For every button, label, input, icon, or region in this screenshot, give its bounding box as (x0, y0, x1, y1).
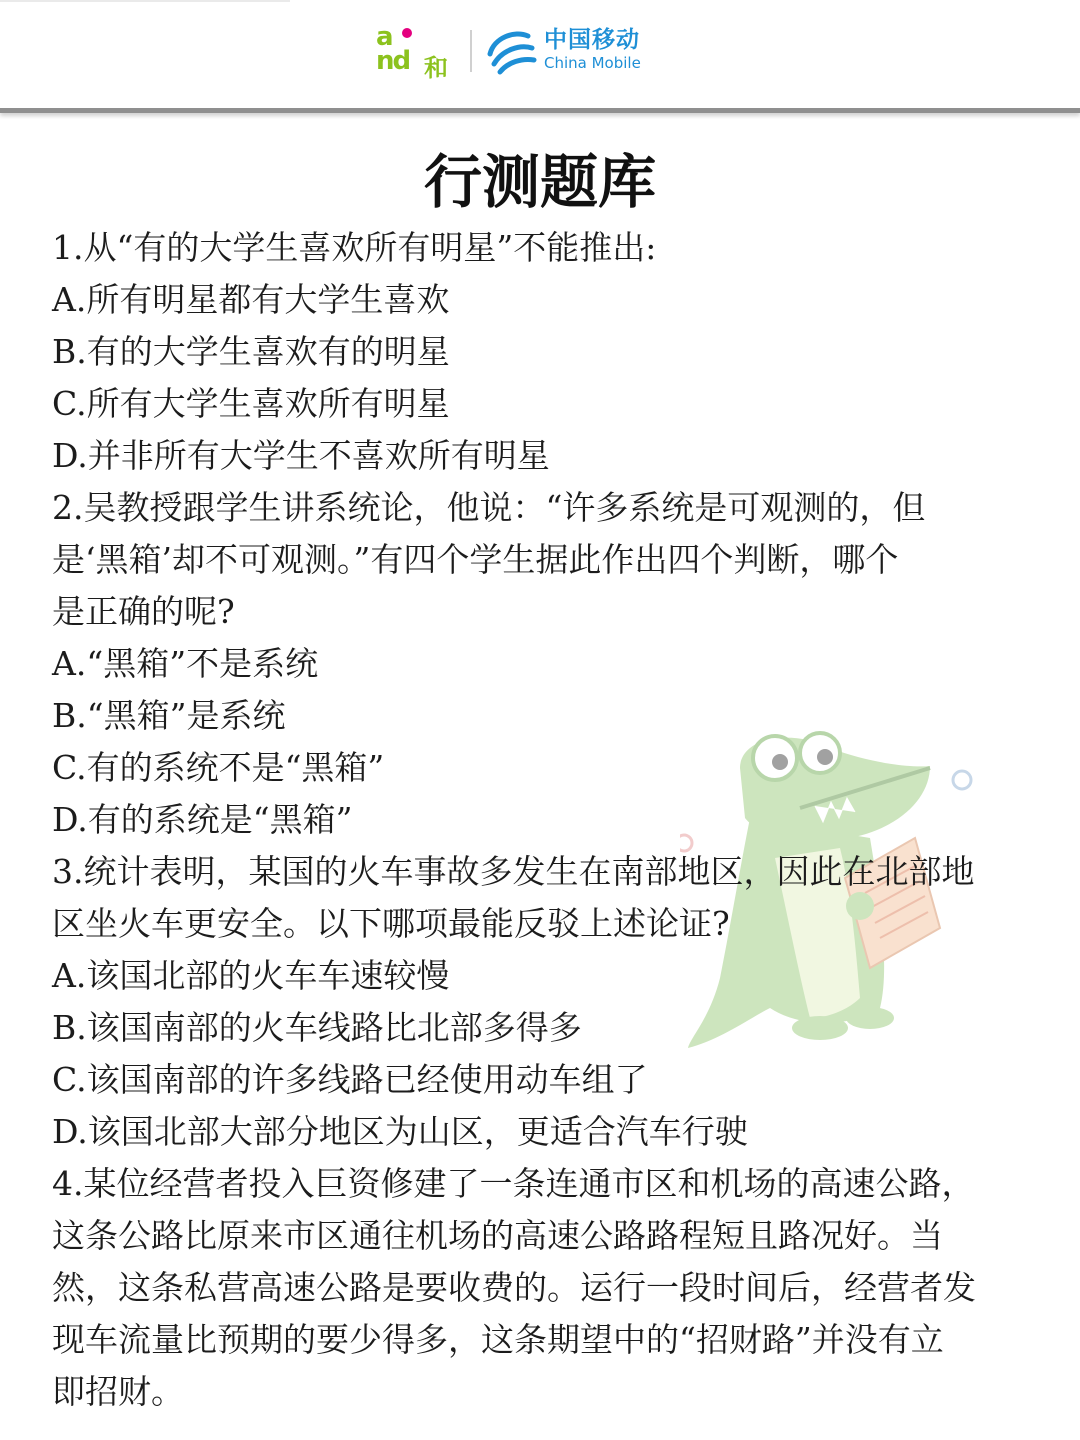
text-line: B.该国南部的火车线路比北部多得多 (52, 1008, 582, 1047)
text-line: 3.统计表明，某国的火车事故多发生在南部地区，因此在北部地 (52, 852, 975, 891)
text-line: C.有的系统不是“黑箱” (52, 748, 385, 787)
text-line: B.有的大学生喜欢有的明星 (52, 332, 450, 371)
question-content (52, 222, 1042, 1418)
text-line: 这条公路比原来市区通往机场的高速公路路程短且路况好。当 (52, 1216, 943, 1255)
text-line: 2.吴教授跟学生讲系统论，他说：“许多系统是可观测的，但 (52, 488, 926, 527)
brand-cn: 中国移动 (544, 27, 640, 53)
text-line: 4.某位经营者投入巨资修建了一条连通市区和机场的高速公路， (52, 1164, 975, 1203)
logo-divider (470, 30, 472, 72)
text-line: 然，这条私营高速公路是要收费的。运行一段时间后，经营者发 (52, 1268, 976, 1307)
text-line: A.“黑箱”不是系统 (52, 644, 319, 683)
text-line: A.该国北部的火车车速较慢 (52, 956, 450, 995)
text-line: C.所有大学生喜欢所有明星 (52, 384, 450, 423)
and-logo: a nd 和 (376, 22, 448, 82)
text-line: B.“黑箱”是系统 (52, 696, 286, 735)
text-line: A.所有明星都有大学生喜欢 (52, 280, 450, 319)
text-line: D.有的系统是“黑箱” (52, 800, 353, 839)
text-line: 现车流量比预期的要少得多，这条期望中的“招财路”并没有立 (52, 1320, 944, 1359)
china-mobile-icon (484, 24, 538, 78)
text-line: D.该国北部大部分地区为山区，更适合汽车行驶 (52, 1112, 748, 1151)
brand-en: China Mobile (544, 54, 641, 72)
top-bar (0, 0, 1080, 113)
text-line: 1.从“有的大学生喜欢所有明星”不能推出: (52, 228, 657, 267)
text-line: D.并非所有大学生不喜欢所有明星 (52, 436, 550, 475)
page-title: 行测题库 (423, 148, 656, 216)
china-mobile-logo (544, 26, 641, 72)
text-line: 即招财。 (52, 1372, 184, 1411)
text-line: 是‘黑箱’却不可观测。”有四个学生据此作出四个判断，哪个 (52, 540, 899, 579)
text-line: 是正确的呢? (52, 592, 235, 631)
tab-edge (0, 0, 290, 2)
text-line: C.该国南部的许多线路已经使用动车组了 (52, 1060, 648, 1099)
text-line: 区坐火车更安全。以下哪项最能反驳上述论证? (52, 904, 730, 943)
